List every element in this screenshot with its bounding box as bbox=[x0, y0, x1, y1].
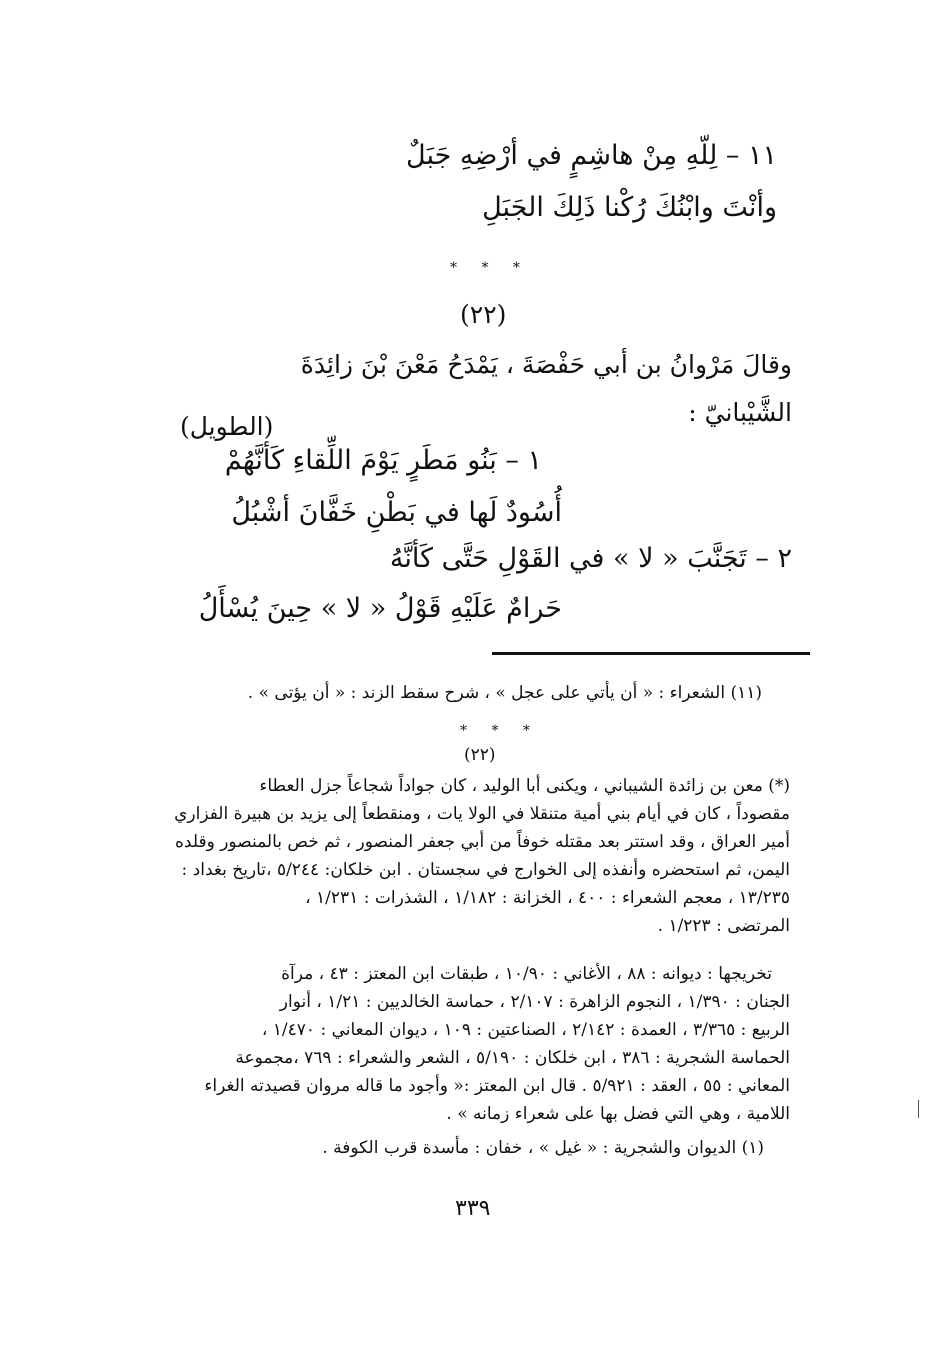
biography-line-6: المرتضى : ١/٢٢٣ . bbox=[657, 916, 790, 936]
verse-11-first-hemistich: ١١ – لِلّهِ مِنْ هاشِمٍ في أرْضِهِ جَبَلٌ bbox=[406, 140, 777, 171]
verse-11-second-hemistich: وأنْتَ وابْنُكَ رُكْنا ذَلِكَ الجَبَلِ bbox=[482, 192, 777, 223]
poem-intro-line-2: الشَّيْبانيّ : bbox=[688, 398, 792, 427]
poem-number: (٢٢) bbox=[460, 300, 507, 329]
biography-line-1: (*) معن بن زائدة الشيباني ، ويكنى أبا الوليد ، كان جواداً شجاعاً جزل العطاء bbox=[259, 776, 790, 796]
section-separator: * * * bbox=[450, 260, 530, 276]
footnote-11: (١١) الشعراء : « أن يأتي على عجل » ، شرح سقط الزند : « أن يؤتى » . bbox=[247, 683, 762, 703]
verse-2-second-hemistich: حَرامٌ عَلَيْهِ قَوْلُ « لا » حِينَ يُسْأَلُ bbox=[198, 593, 562, 624]
poem-intro-line-1: وقالَ مَرْوانُ بن أبي حَفْصَةَ ، يَمْدَحُ مَعْنَ بْنَ زائِدَةَ bbox=[300, 350, 792, 379]
footnote-1: (١) الديوان والشجرية : « غيل » ، خفان : مأسدة قرب الكوفة . bbox=[322, 1138, 764, 1158]
margin-mark bbox=[918, 1100, 919, 1118]
sources-line-2: الجنان : ١/٣٩٠ ، النجوم الزاهرة : ٢/١٠٧ ، حماسة الخالديين : ١/٢١ ، أنوار bbox=[279, 992, 790, 1012]
footnote-separator: * * * bbox=[460, 723, 540, 739]
biography-line-2: مقصوداً ، كان في أيام بني أمية متنقلا في الولا يات ، ومنقطعاً إلى يزيد بن هبيرة الفزاري bbox=[174, 804, 790, 824]
sources-line-3: الربيع : ٣/٣٦٥ ، العمدة : ٢/١٤٢ ، الصناعتين : ١٠٩ ، ديوان المعاني : ١/٤٧٠ ، bbox=[261, 1020, 790, 1040]
biography-line-4: اليمن، ثم استحضره وأنفذه إلى الخوارج في سجستان . ابن خلكان: ٥/٢٤٤ ،تاريخ بغداد : bbox=[181, 860, 790, 880]
verse-2-first-hemistich: ٢ – تَجَنَّبَ « لا » في القَوْلِ حَتَّى كَأنَّهُ bbox=[389, 543, 792, 574]
sources-line-5: المعاني : ٥٥ ، العقد : ٥/٩٢١ . قال ابن المعتز :« وأجود ما قاله مروان قصيدته الغراء bbox=[204, 1076, 790, 1096]
sources-line-4: الحماسة الشجرية : ٣٨٦ ، ابن خلكان : ٥/١٩٠ ، الشعر والشعراء : ٧٦٩ ،مجموعة bbox=[235, 1048, 790, 1068]
page-number: ٣٣٩ bbox=[455, 1196, 491, 1221]
footnote-divider bbox=[492, 652, 810, 655]
biography-line-5: ١٣/٢٣٥ ، معجم الشعراء : ٤٠٠ ، الخزانة : ١/١٨٢ ، الشذرات : ١/٢٣١ ، bbox=[305, 888, 790, 908]
biography-line-3: أمير العراق ، وقد استتر بعد مقتله خوفاً من أبي جعفر المنصور ، ثم خص بالمنصور وقلده bbox=[175, 832, 790, 852]
meter-label: (الطويل) bbox=[180, 412, 274, 441]
sources-line-6: اللامية ، وهي التي فضل بها على شعراء زمانه » . bbox=[446, 1104, 790, 1124]
verse-1-first-hemistich: ١ – بَنُو مَطَرٍ يَوْمَ اللِّقاءِ كَأنَّهُمْ bbox=[224, 445, 542, 476]
footnote-poem-number: (٢٢) bbox=[464, 745, 496, 765]
verse-1-second-hemistich: أُسُودٌ لَها في بَطْنِ خَفَّانَ أشْبُلُ bbox=[231, 497, 562, 528]
sources-line-1: تخريجها : ديوانه : ٨٨ ، الأغاني : ١٠/٩٠ ، طبقات ابن المعتز : ٤٣ ، مرآة bbox=[281, 964, 772, 984]
